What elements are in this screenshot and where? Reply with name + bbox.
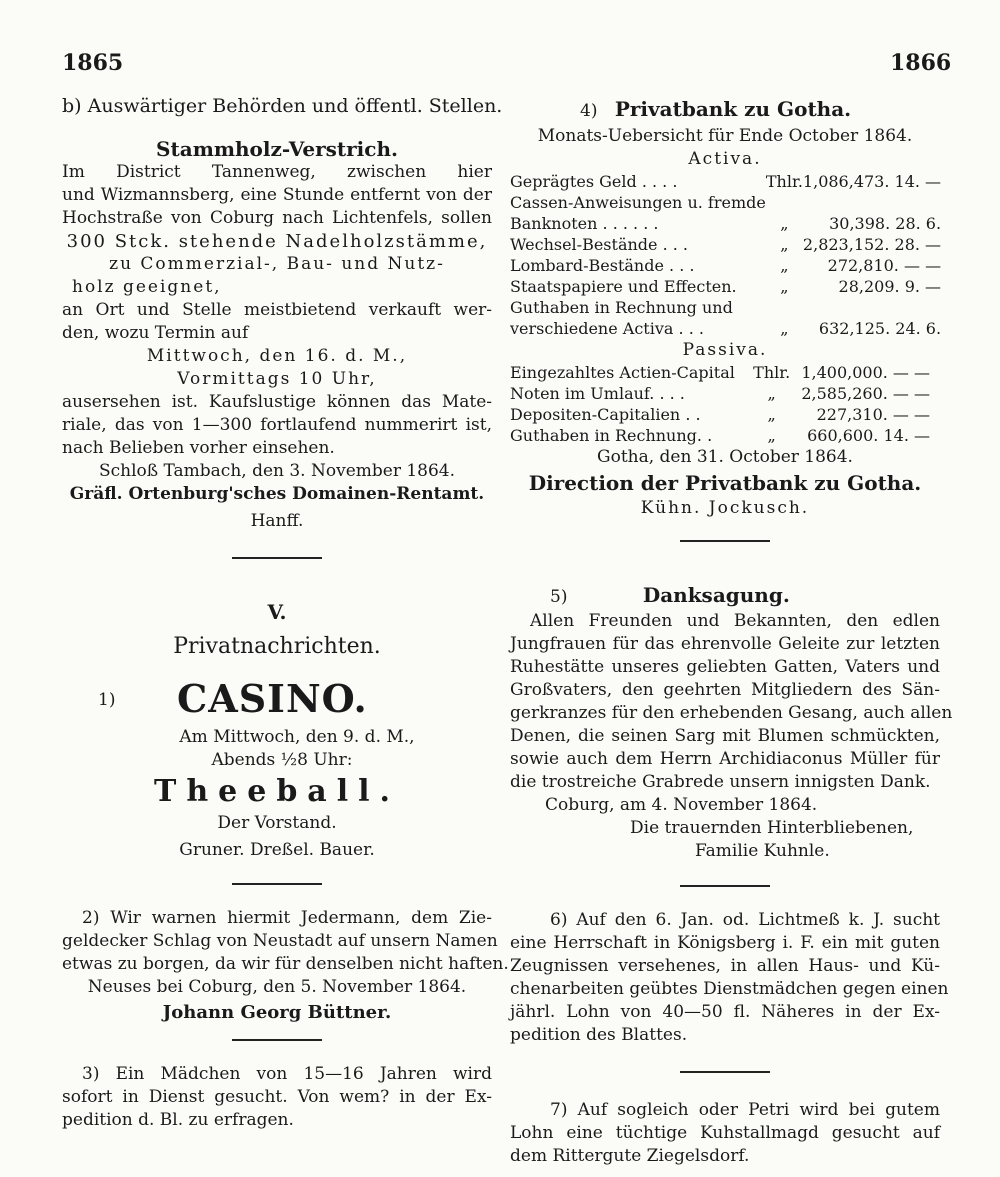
currency: „ — [780, 319, 789, 338]
stammholz-line: nach Belieben vorher einsehen. — [62, 438, 335, 458]
section-b-heading: b) Auswärtiger Behörden und öffentl. Stellen. — [62, 95, 503, 117]
account-label: Lombard-Bestände . . . — [510, 256, 695, 275]
amount: 632,125. 24. 6. — [818, 319, 942, 338]
dank-sign2: Familie Kuhnle. — [695, 841, 830, 861]
amount: 2,823,152. 28. — — [802, 235, 942, 254]
activa-row — [510, 213, 941, 234]
ad3-line: sofort in Dienst gesucht. Von wem? in der Ex- — [62, 1087, 492, 1107]
currency — [766, 297, 803, 318]
ad2-line: 2) Wir warnen hiermit Jedermann, dem Zie- — [82, 908, 492, 928]
divider — [680, 1071, 770, 1073]
currency: „ — [780, 214, 789, 233]
account-label: Banknoten . . . . . . — [510, 214, 659, 233]
bank-direction: Direction der Privatbank zu Gotha. — [528, 471, 922, 495]
activa-row — [510, 234, 941, 255]
right-column — [510, 95, 953, 1168]
stammholz-item: zu Commerzial-, Bau- und Nutz- — [109, 254, 445, 274]
activa-row — [510, 171, 941, 192]
section-v-numeral: V. — [267, 600, 287, 624]
activa-table — [510, 171, 941, 339]
dank-sign1: Die trauernden Hinterbliebenen, — [630, 818, 914, 838]
divider — [680, 540, 770, 542]
casino-time: Abends ½8 Uhr: — [211, 750, 353, 770]
amount: 272,810. — — — [827, 256, 942, 275]
dank-line: Ruhestätte unseres geliebten Gatten, Vaters und — [510, 657, 940, 677]
currency — [766, 192, 803, 213]
currency: „ — [780, 256, 789, 275]
bank-subtitle: Monats-Uebersicht für Ende October 1864. — [537, 126, 913, 146]
account-label: Wechsel-Bestände . . . — [510, 235, 689, 254]
ad6-line: eine Herrschaft in Königsberg i. F. ein mit guten — [510, 933, 940, 953]
ad6-line: chenarbeiten geübtes Dienstmädchen gegen einen — [510, 979, 949, 999]
account-label: Noten im Umlauf. . . . — [510, 384, 685, 403]
account-label: verschiedene Activa . . . — [510, 319, 704, 338]
dank-number: 5) — [550, 587, 568, 607]
stammholz-line: ausersehen ist. Kaufslustige können das Mate- — [62, 392, 492, 412]
stammholz-signature: Hanff. — [250, 511, 304, 531]
activa-row — [510, 297, 941, 318]
amount: 2,585,260. — — — [801, 384, 930, 403]
dank-line: Jungfrauen für das ehrenvolle Geleite zur letzten — [510, 634, 940, 654]
ad2-signature: Johann Georg Büttner. — [162, 1002, 392, 1023]
ad7-line: Lohn eine tüchtige Kuhstallmagd gesucht auf — [510, 1123, 940, 1143]
account-label: Geprägtes Geld . . . . — [510, 172, 678, 191]
amount — [803, 297, 941, 318]
section-v-title: Privatnachrichten. — [173, 634, 381, 659]
casino-board: Der Vorstand. — [217, 813, 337, 833]
dank-header — [510, 582, 940, 610]
currency: „ — [767, 426, 776, 445]
casino-header — [62, 676, 492, 726]
account-label: Cassen-Anweisungen u. fremde — [510, 193, 766, 212]
divider — [232, 883, 322, 885]
account-label: Staatspapiere und Effecten. — [510, 277, 737, 296]
stammholz-line: Hochstraße von Coburg nach Lichtenfels, sollen — [62, 208, 492, 228]
activa-row — [510, 276, 941, 297]
amount: 1,400,000. — — — [801, 363, 930, 382]
dank-line: Denen, die seinen Sarg mit Blumen schmückten, — [510, 726, 940, 746]
account-label: Guthaben in Rechnung und — [510, 298, 733, 317]
passiva-row — [510, 362, 930, 383]
ad6-line: Zeugnissen versehenes, in allen Haus- und Kü- — [510, 956, 940, 976]
passiva-table — [510, 362, 930, 446]
dank-line: sowie auch dem Herrn Archidiaconus Müller für — [510, 749, 940, 769]
stammholz-office: Gräfl. Ortenburg'sches Domainen-Rentamt. — [69, 484, 485, 504]
amount: 227,310. — — — [816, 405, 930, 424]
stammholz-line: riale, das von 1—300 fortlaufend nummerirt ist, — [62, 415, 492, 435]
casino-names: Gruner. Dreßel. Bauer. — [179, 840, 375, 860]
account-label: Guthaben in Rechnung. . — [510, 426, 713, 445]
casino-number: 1) — [98, 690, 116, 710]
stammholz-line: und Wizmannsberg, eine Stunde entfernt von der — [62, 185, 492, 205]
ad2-line: etwas zu borgen, da wir für denselben nicht haften. — [62, 954, 509, 974]
ad6-line: pedition des Blattes. — [510, 1025, 688, 1045]
left-column — [62, 95, 509, 1132]
ad3-line: pedition d. Bl. zu erfragen. — [62, 1110, 294, 1130]
bank-signatures: Kühn. Jockusch. — [640, 498, 810, 518]
amount: 660,600. 14. — — [807, 426, 930, 445]
ad7-line: 7) Auf sogleich oder Petri wird bei gutem — [550, 1100, 940, 1120]
stammholz-line: an Ort und Stelle meistbietend verkauft wer- — [62, 300, 492, 320]
bank-header — [510, 95, 940, 125]
ad3-line: 3) Ein Mädchen von 15—16 Jahren wird — [82, 1064, 492, 1084]
page-number-right: 1866 — [890, 50, 952, 76]
passiva-row — [510, 404, 930, 425]
activa-row — [510, 255, 941, 276]
account-label: Eingezahltes Actien-Capital — [510, 363, 735, 382]
stammholz-date: Mittwoch, den 16. d. M., — [146, 346, 408, 366]
divider — [232, 1039, 322, 1041]
ad2-place-date: Neuses bei Coburg, den 5. November 1864. — [87, 977, 467, 997]
currency: „ — [780, 235, 789, 254]
ad6-line: jährl. Lohn von 40—50 fl. Näheres in der Ex- — [510, 1002, 940, 1022]
amount — [803, 192, 941, 213]
dank-line: die trostreiche Grabrede unsern innigsten Dank. — [510, 772, 931, 792]
stammholz-line: den, wozu Termin auf — [62, 323, 249, 343]
currency: „ — [767, 384, 776, 403]
dank-line: gerkranzes für den erhebenden Gesang, auch allen — [510, 703, 953, 723]
dank-line: Großvaters, den geehrten Mitgliedern des Sän- — [510, 680, 940, 700]
ad7-line: dem Rittergute Ziegelsdorf. — [510, 1146, 750, 1166]
stammholz-time: Vormittags 10 Uhr, — [177, 369, 377, 389]
stammholz-item: holz geeignet, — [72, 277, 222, 297]
page-number-left: 1865 — [62, 50, 124, 76]
account-label: Depositen-Capitalien . . — [510, 405, 701, 424]
passiva-row — [510, 383, 930, 404]
stammholz-title: Stammholz-Verstrich. — [156, 137, 398, 161]
casino-date: Am Mittwoch, den 9. d. M., — [179, 727, 415, 747]
stammholz-item: 300 Stck. stehende Nadelholzstämme, — [66, 231, 488, 252]
casino-title: CASINO. — [177, 676, 368, 721]
currency: „ — [767, 405, 776, 424]
activa-row — [510, 192, 941, 213]
ad6-line: 6) Auf den 6. Jan. od. Lichtmeß k. J. sucht — [550, 910, 940, 930]
bank-title: Privatbank zu Gotha. — [614, 97, 852, 121]
dank-line: Allen Freunden und Bekannten, den edlen — [530, 611, 940, 631]
dank-place-date: Coburg, am 4. November 1864. — [545, 795, 818, 815]
currency: „ — [780, 277, 789, 296]
bank-place-date: Gotha, den 31. October 1864. — [597, 447, 853, 467]
amount: 28,209. 9. — — [838, 277, 942, 296]
passiva-label: Passiva. — [682, 340, 768, 360]
dank-title: Danksagung. — [642, 583, 790, 607]
currency: Thlr. — [765, 172, 803, 191]
amount: 30,398. 28. 6. — [829, 214, 942, 233]
bank-number: 4) — [580, 101, 598, 121]
stammholz-place-date: Schloß Tambach, den 3. November 1864. — [98, 461, 456, 481]
divider — [680, 885, 770, 887]
activa-row — [510, 318, 941, 339]
currency: Thlr. — [753, 363, 791, 382]
amount: 1,086,473. 14. — — [802, 172, 942, 191]
activa-label: Activa. — [688, 149, 762, 169]
passiva-row — [510, 425, 930, 446]
divider — [232, 557, 322, 559]
ad2-line: geldecker Schlag von Neustadt auf unsern Namen — [62, 931, 498, 951]
casino-event: Theeball. — [154, 774, 400, 809]
stammholz-line: Im District Tannenweg, zwischen hier — [62, 162, 492, 182]
